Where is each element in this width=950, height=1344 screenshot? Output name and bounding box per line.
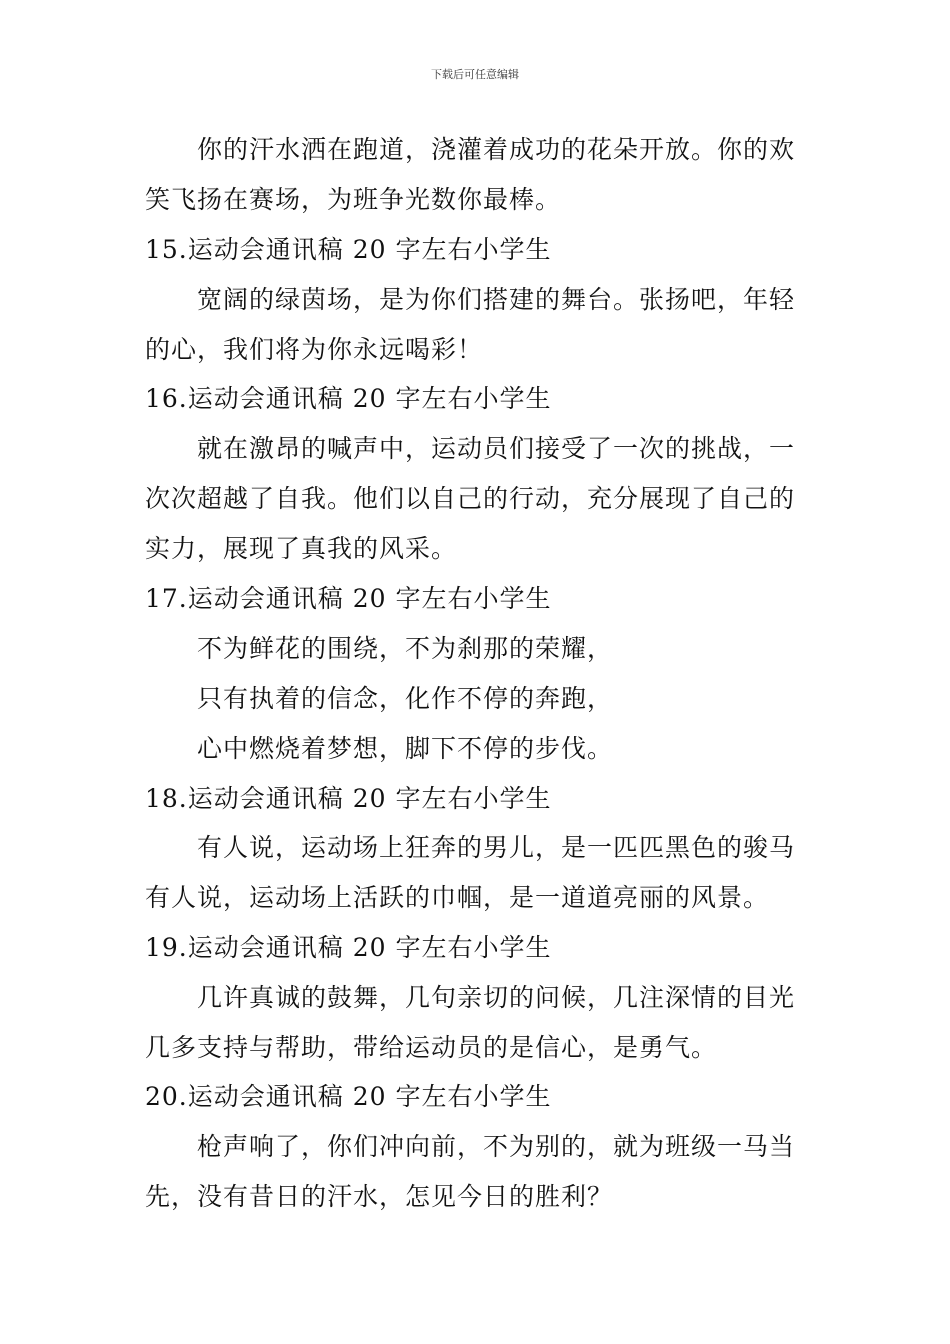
- paragraph-line: 笑飞扬在赛场，为班争光数你最棒。: [145, 185, 562, 214]
- paragraph-line: 几许真诚的鼓舞，几句亲切的问候，几注深情的目光: [197, 983, 796, 1012]
- paragraph-line: 几多支持与帮助，带给运动员的是信心，是勇气。: [145, 1033, 718, 1062]
- section-heading: 15.运动会通讯稿 20 字左右小学生: [145, 235, 552, 264]
- paragraph-line: 实力，展现了真我的风采。: [145, 534, 458, 563]
- paragraph-line: 枪声响了，你们冲向前，不为别的，就为班级一马当: [197, 1132, 796, 1161]
- paragraph-line: 的心，我们将为你永远喝彩！: [145, 335, 484, 364]
- section-heading: 18.运动会通讯稿 20 字左右小学生: [145, 784, 552, 813]
- paragraph-line: 先，没有昔日的汗水，怎见今日的胜利？: [145, 1182, 614, 1211]
- paragraph-line: 你的汗水洒在跑道，浇灌着成功的花朵开放。你的欢: [197, 135, 796, 164]
- paragraph-line: 有人说，运动场上活跃的巾帼，是一道道亮丽的风景。: [145, 883, 770, 912]
- page-header: 下载后可任意编辑: [431, 68, 519, 81]
- paragraph-line: 次次超越了自我。他们以自己的行动，充分展现了自己的: [145, 484, 796, 513]
- section-heading: 19.运动会通讯稿 20 字左右小学生: [145, 933, 552, 962]
- paragraph-line: 就在激昂的喊声中，运动员们接受了一次的挑战，一: [197, 434, 796, 463]
- paragraph-line: 宽阔的绿茵场，是为你们搭建的舞台。张扬吧，年轻: [197, 285, 796, 314]
- verse-line: 心中燃烧着梦想，脚下不停的步伐。: [197, 734, 614, 763]
- verse-line: 不为鲜花的围绕，不为刹那的荣耀，: [197, 634, 614, 663]
- paragraph-line: 有人说，运动场上狂奔的男儿，是一匹匹黑色的骏马: [197, 833, 796, 862]
- section-heading: 16.运动会通讯稿 20 字左右小学生: [145, 384, 552, 413]
- section-heading: 17.运动会通讯稿 20 字左右小学生: [145, 584, 552, 613]
- verse-line: 只有执着的信念，化作不停的奔跑，: [197, 684, 614, 713]
- section-heading: 20.运动会通讯稿 20 字左右小学生: [145, 1082, 552, 1111]
